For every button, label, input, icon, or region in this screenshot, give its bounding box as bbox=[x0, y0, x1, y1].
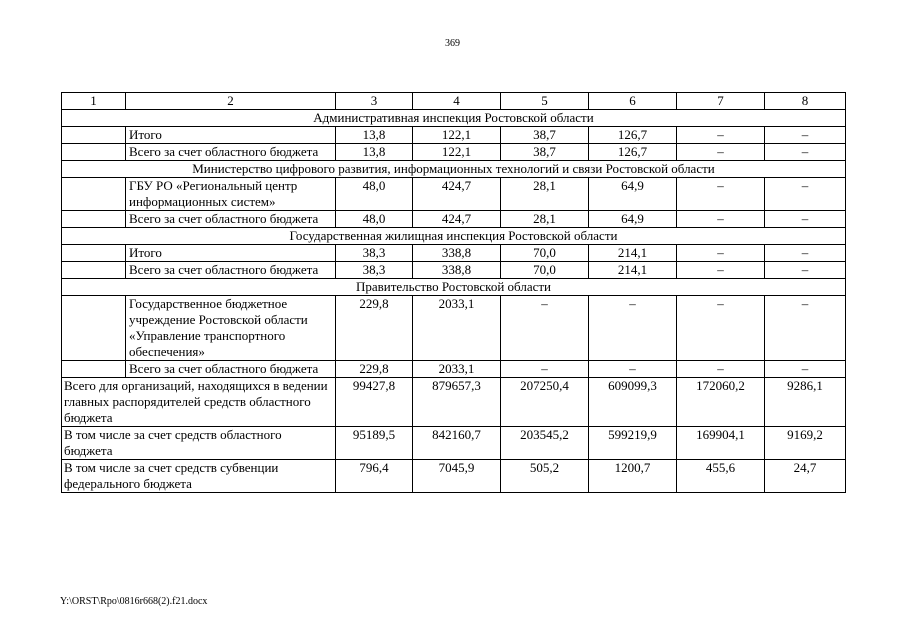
section-row bbox=[62, 161, 846, 178]
value-cell: 338,8 bbox=[413, 245, 501, 262]
empty-cell bbox=[62, 361, 126, 378]
value-cell: 64,9 bbox=[589, 211, 677, 228]
value-cell: – bbox=[765, 262, 846, 279]
value-cell: – bbox=[765, 296, 846, 361]
value-cell: 609099,3 bbox=[589, 378, 677, 427]
row-label: Всего за счет областного бюджета bbox=[126, 361, 336, 378]
table-row bbox=[62, 361, 846, 378]
table-row bbox=[62, 178, 846, 211]
value-cell: 122,1 bbox=[413, 144, 501, 161]
value-cell: – bbox=[677, 178, 765, 211]
value-cell: 2033,1 bbox=[413, 296, 501, 361]
total-row bbox=[62, 460, 846, 493]
value-cell: – bbox=[677, 361, 765, 378]
value-cell: – bbox=[765, 178, 846, 211]
section-title: Министерство цифрового развития, информационных технологий и связи Ростовской области bbox=[62, 161, 846, 178]
value-cell: 203545,2 bbox=[501, 427, 589, 460]
row-label: Итого bbox=[126, 245, 336, 262]
value-cell: 70,0 bbox=[501, 262, 589, 279]
header-cell: 3 bbox=[336, 93, 413, 110]
budget-table bbox=[61, 92, 846, 493]
section-row bbox=[62, 279, 846, 296]
value-cell: 207250,4 bbox=[501, 378, 589, 427]
value-cell: – bbox=[677, 127, 765, 144]
value-cell: 169904,1 bbox=[677, 427, 765, 460]
value-cell: 229,8 bbox=[336, 361, 413, 378]
value-cell: 13,8 bbox=[336, 144, 413, 161]
total-label: В том числе за счет средств областного бюджета bbox=[62, 427, 336, 460]
empty-cell bbox=[62, 127, 126, 144]
header-cell: 4 bbox=[413, 93, 501, 110]
value-cell: 505,2 bbox=[501, 460, 589, 493]
value-cell: 796,4 bbox=[336, 460, 413, 493]
value-cell: – bbox=[765, 127, 846, 144]
value-cell: – bbox=[765, 211, 846, 228]
header-cell: 7 bbox=[677, 93, 765, 110]
table-row bbox=[62, 262, 846, 279]
value-cell: 7045,9 bbox=[413, 460, 501, 493]
value-cell: – bbox=[765, 361, 846, 378]
header-cell: 8 bbox=[765, 93, 846, 110]
section-row bbox=[62, 228, 846, 245]
value-cell: – bbox=[765, 245, 846, 262]
value-cell: 38,3 bbox=[336, 245, 413, 262]
header-cell: 5 bbox=[501, 93, 589, 110]
value-cell: 2033,1 bbox=[413, 361, 501, 378]
value-cell: 28,1 bbox=[501, 211, 589, 228]
value-cell: – bbox=[677, 262, 765, 279]
empty-cell bbox=[62, 144, 126, 161]
value-cell: 64,9 bbox=[589, 178, 677, 211]
row-label: Всего за счет областного бюджета bbox=[126, 211, 336, 228]
value-cell: – bbox=[677, 296, 765, 361]
row-label: Всего за счет областного бюджета bbox=[126, 262, 336, 279]
value-cell: – bbox=[589, 361, 677, 378]
value-cell: 70,0 bbox=[501, 245, 589, 262]
value-cell: 126,7 bbox=[589, 127, 677, 144]
value-cell: 1200,7 bbox=[589, 460, 677, 493]
value-cell: 879657,3 bbox=[413, 378, 501, 427]
total-row bbox=[62, 427, 846, 460]
value-cell: 38,7 bbox=[501, 127, 589, 144]
value-cell: – bbox=[589, 296, 677, 361]
section-title: Государственная жилищная инспекция Ростовской области bbox=[62, 228, 846, 245]
value-cell: – bbox=[677, 245, 765, 262]
value-cell: 126,7 bbox=[589, 144, 677, 161]
value-cell: 229,8 bbox=[336, 296, 413, 361]
header-cell: 2 bbox=[126, 93, 336, 110]
table-row bbox=[62, 296, 846, 361]
section-title: Административная инспекция Ростовской области bbox=[62, 110, 846, 127]
value-cell: 48,0 bbox=[336, 178, 413, 211]
value-cell: – bbox=[677, 211, 765, 228]
value-cell: 99427,8 bbox=[336, 378, 413, 427]
empty-cell bbox=[62, 178, 126, 211]
value-cell: 214,1 bbox=[589, 262, 677, 279]
value-cell: 9286,1 bbox=[765, 378, 846, 427]
empty-cell bbox=[62, 296, 126, 361]
value-cell: 9169,2 bbox=[765, 427, 846, 460]
value-cell: 424,7 bbox=[413, 211, 501, 228]
value-cell: – bbox=[765, 144, 846, 161]
page-number: 369 bbox=[445, 38, 460, 49]
header-row bbox=[62, 93, 846, 110]
value-cell: 338,8 bbox=[413, 262, 501, 279]
empty-cell bbox=[62, 262, 126, 279]
value-cell: 424,7 bbox=[413, 178, 501, 211]
value-cell: 122,1 bbox=[413, 127, 501, 144]
value-cell: 28,1 bbox=[501, 178, 589, 211]
value-cell: 599219,9 bbox=[589, 427, 677, 460]
section-title: Правительство Ростовской области bbox=[62, 279, 846, 296]
value-cell: 214,1 bbox=[589, 245, 677, 262]
table-row bbox=[62, 211, 846, 228]
value-cell: 172060,2 bbox=[677, 378, 765, 427]
total-label: Всего для организаций, находящихся в ведении главных распорядителей средств областного бюджета bbox=[62, 378, 336, 427]
value-cell: 13,8 bbox=[336, 127, 413, 144]
section-row bbox=[62, 110, 846, 127]
row-label: Государственное бюджетное учреждение Ростовской области «Управление транспортного обеспечения» bbox=[126, 296, 336, 361]
value-cell: 48,0 bbox=[336, 211, 413, 228]
header-cell: 6 bbox=[589, 93, 677, 110]
table-row bbox=[62, 127, 846, 144]
empty-cell bbox=[62, 211, 126, 228]
table-row bbox=[62, 144, 846, 161]
value-cell: – bbox=[501, 296, 589, 361]
value-cell: 455,6 bbox=[677, 460, 765, 493]
table-row bbox=[62, 245, 846, 262]
total-label: В том числе за счет средств субвенции федерального бюджета bbox=[62, 460, 336, 493]
value-cell: 38,7 bbox=[501, 144, 589, 161]
value-cell: – bbox=[501, 361, 589, 378]
row-label: Всего за счет областного бюджета bbox=[126, 144, 336, 161]
header-cell: 1 bbox=[62, 93, 126, 110]
total-row bbox=[62, 378, 846, 427]
value-cell: 38,3 bbox=[336, 262, 413, 279]
value-cell: 95189,5 bbox=[336, 427, 413, 460]
value-cell: 842160,7 bbox=[413, 427, 501, 460]
document-file-path: Y:\ORST\Rpo\0816r668(2).f21.docx bbox=[60, 596, 208, 607]
empty-cell bbox=[62, 245, 126, 262]
value-cell: 24,7 bbox=[765, 460, 846, 493]
value-cell: – bbox=[677, 144, 765, 161]
table-body bbox=[62, 93, 846, 493]
row-label: ГБУ РО «Региональный центр информационных систем» bbox=[126, 178, 336, 211]
row-label: Итого bbox=[126, 127, 336, 144]
